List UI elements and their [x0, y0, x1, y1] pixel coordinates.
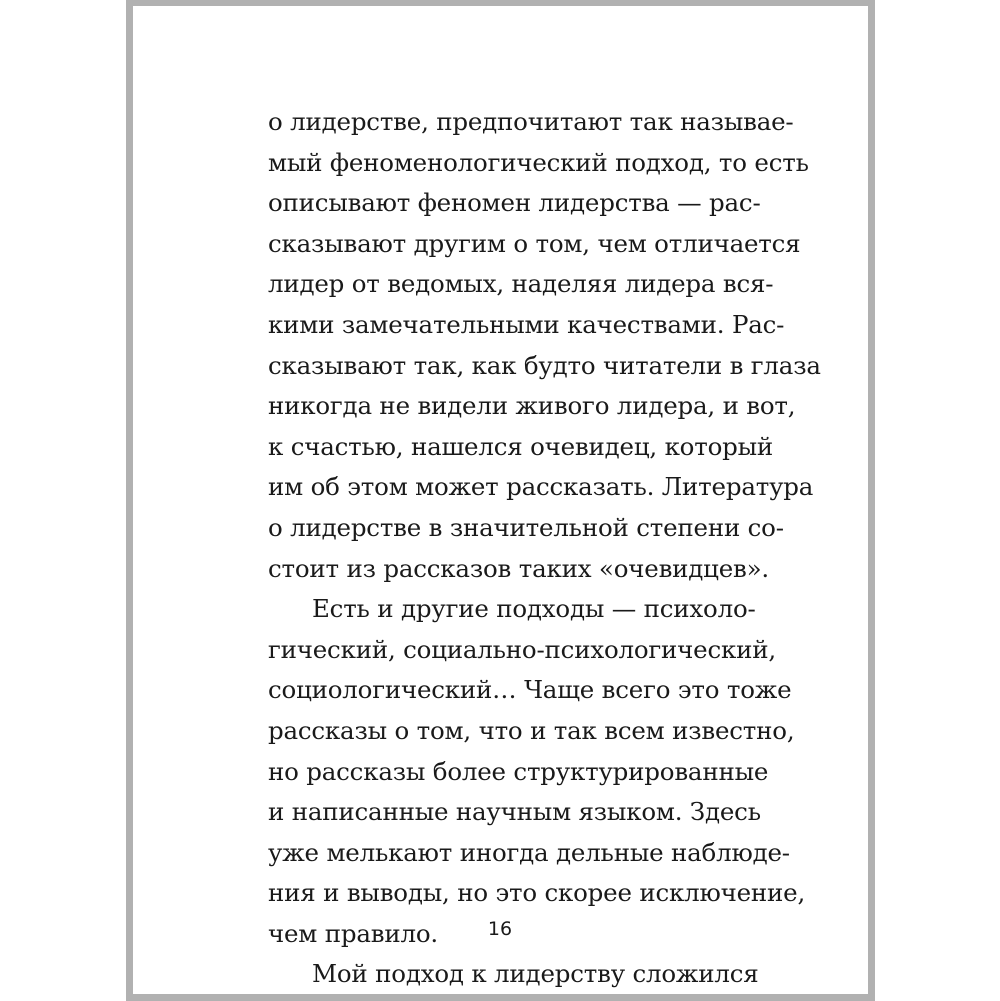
text-line: но рассказы более структурированные [268, 756, 769, 786]
text-line: ния и выводы, но это скорее исключение, [268, 878, 806, 908]
text-line: рассказы о том, что и так всем известно, [268, 715, 795, 745]
text-line: описывают феномен лидерства — рас- [268, 188, 761, 218]
text-line: чем правило. [268, 918, 438, 948]
paragraph-start-line: Мой подход к лидерству сложился [312, 959, 759, 989]
text-line: стоит из рассказов таких «очевидцев». [268, 553, 769, 583]
text-line: мый феноменологический подход, то есть [268, 147, 809, 177]
text-line: гический, социально-психологический, [268, 634, 776, 664]
text-line: лидер от ведомых, наделяя лидера вся- [268, 269, 774, 299]
page-number: 16 [487, 918, 513, 940]
text-line: о лидерстве в значительной степени со- [268, 512, 784, 542]
text-line: социологический… Чаще всего это тоже [268, 675, 792, 705]
text-line: и написанные научным языком. Здесь [268, 797, 761, 827]
paragraph-start-line: Есть и другие подходы — психоло- [312, 594, 756, 624]
text-line: никогда не видели живого лидера, и вот, [268, 391, 796, 421]
text-line: кими замечательными качествами. Рас- [268, 309, 785, 339]
text-line: к счастью, нашелся очевидец, который [268, 431, 774, 461]
text-line: сказывают другим о том, чем отличается [268, 228, 801, 258]
text-line: уже мелькают иногда дельные наблюде- [268, 837, 790, 867]
text-line: им об этом может рассказать. Литература [268, 472, 814, 502]
text-line: о лидерстве, предпочитают так называе- [268, 107, 794, 136]
body-text [268, 102, 821, 995]
text-line: сказывают так, как будто читатели в глаза [268, 350, 821, 380]
